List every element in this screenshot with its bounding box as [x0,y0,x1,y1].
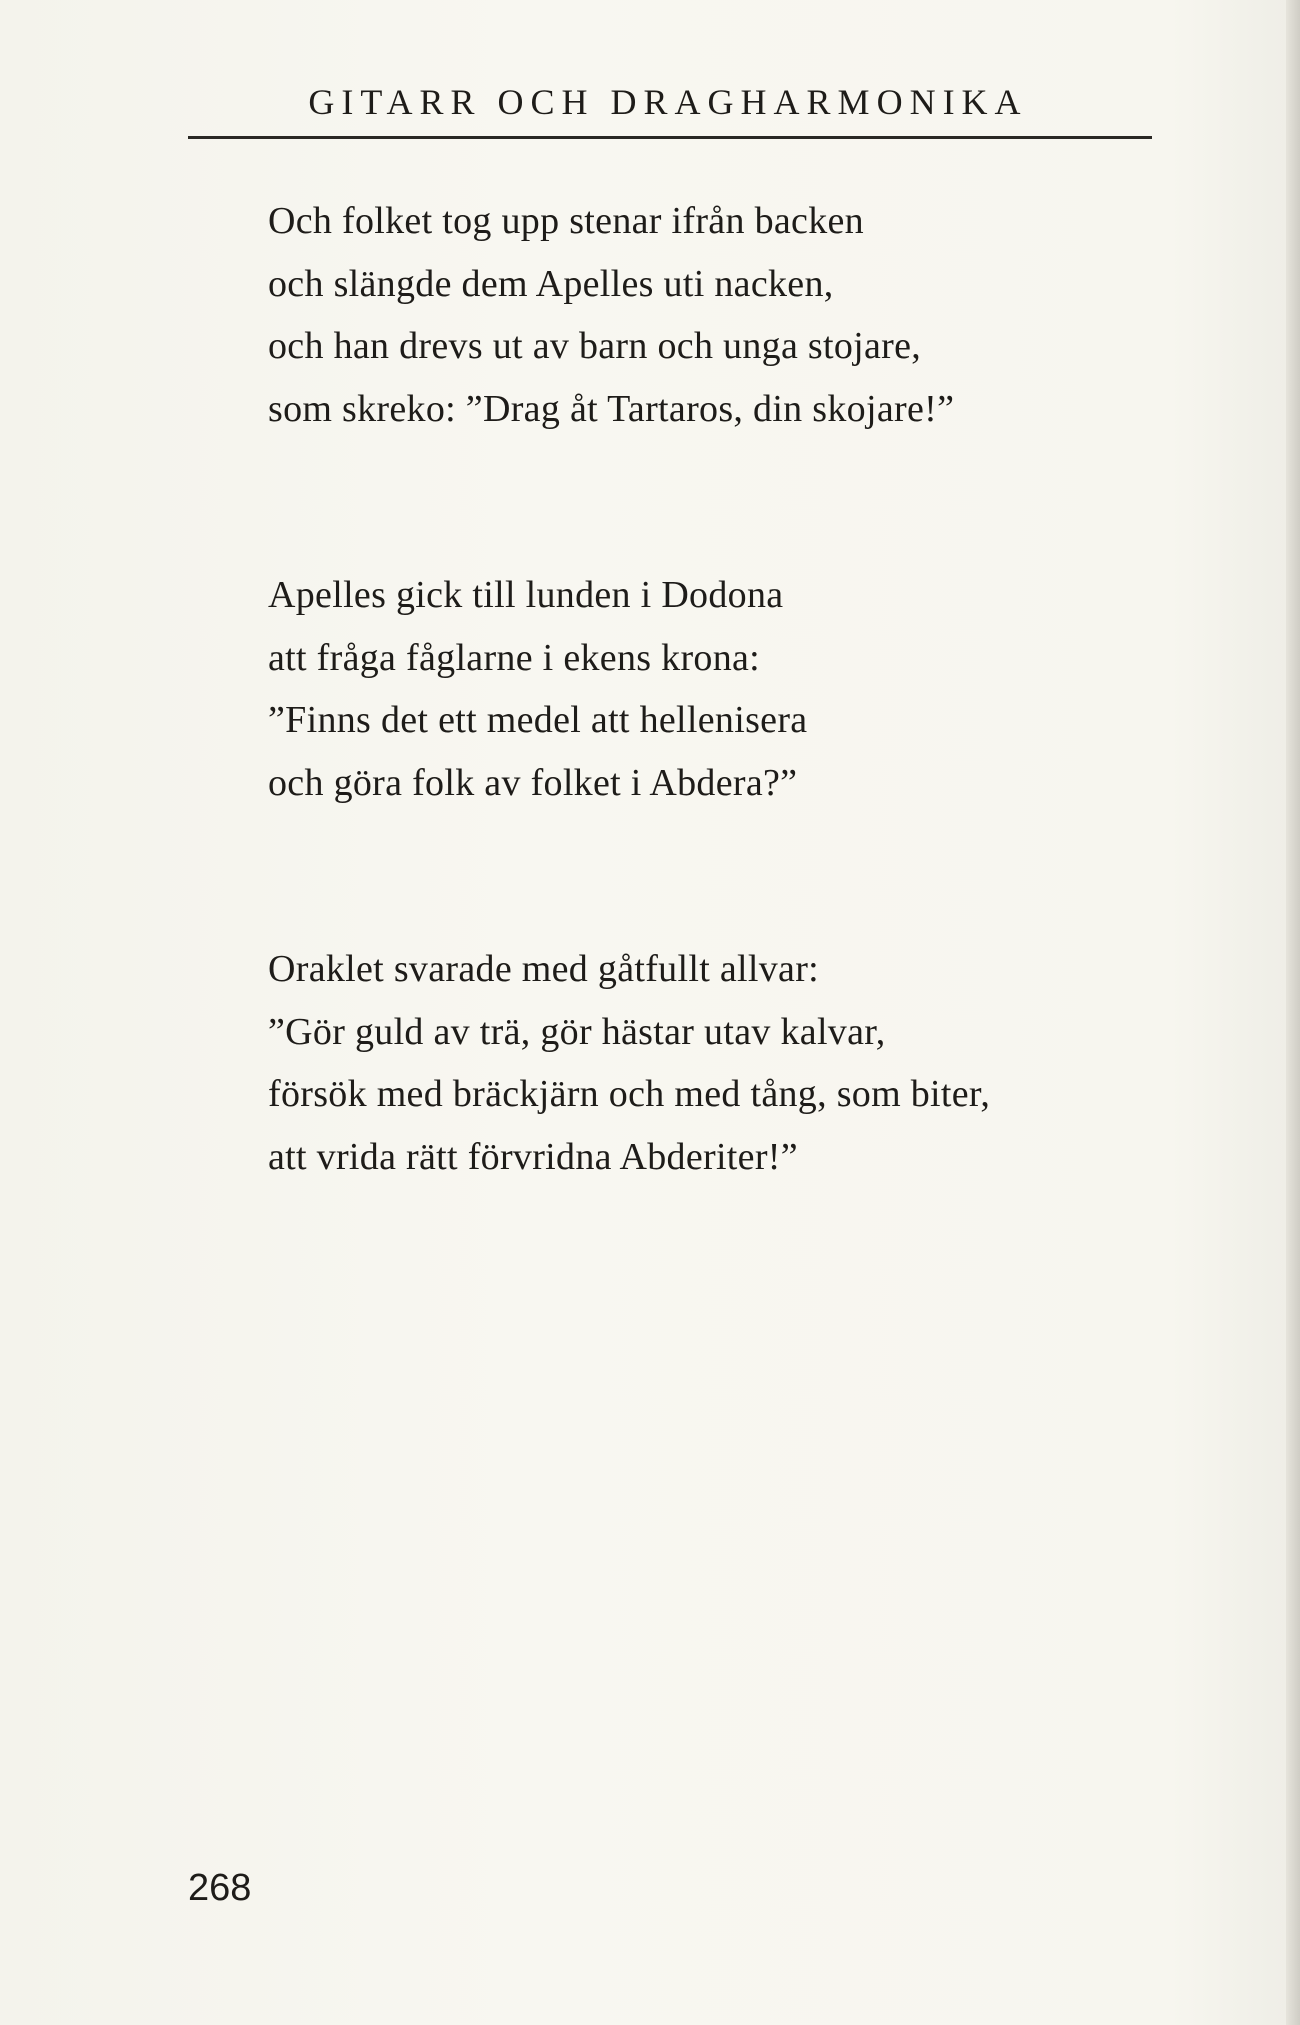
poem-line: försök med bräckjärn och med tång, som biter, [268,1073,991,1115]
poem-line: ”Gör guld av trä, gör hästar utav kalvar, [268,1010,886,1053]
stanza-3 [268,938,1168,1188]
poem-line: och göra folk av folket i Abdera?” [268,761,798,804]
poem-line: Apelles gick till lunden i Dodona [268,574,784,616]
stanza-1 [268,190,1168,440]
poem-line: att vrida rätt förvridna Abderiter!” [268,1135,798,1178]
page-edge-shadow [1286,0,1300,2025]
poem-line: och slängde dem Apelles uti nacken, [268,262,834,305]
page-number: 268 [188,1867,252,1909]
stanza-2 [268,564,1168,814]
header-rule [188,136,1152,139]
poem-line: ”Finns det ett medel att hellenisera [268,699,808,741]
poem-line: Oraklet svarade med gåtfullt allvar: [268,948,820,990]
poem-line: och han drevs ut av barn och unga stojare, [268,325,922,367]
poem-line: som skreko: ”Drag åt Tartaros, din skojare!” [268,387,955,430]
running-head: GITARR OCH DRAGHARMONIKA [308,82,1028,122]
poem-line: Och folket tog upp stenar ifrån backen [268,200,864,242]
poem-line: att fråga fåglarne i ekens krona: [268,636,761,679]
poem-body [268,190,1168,1188]
